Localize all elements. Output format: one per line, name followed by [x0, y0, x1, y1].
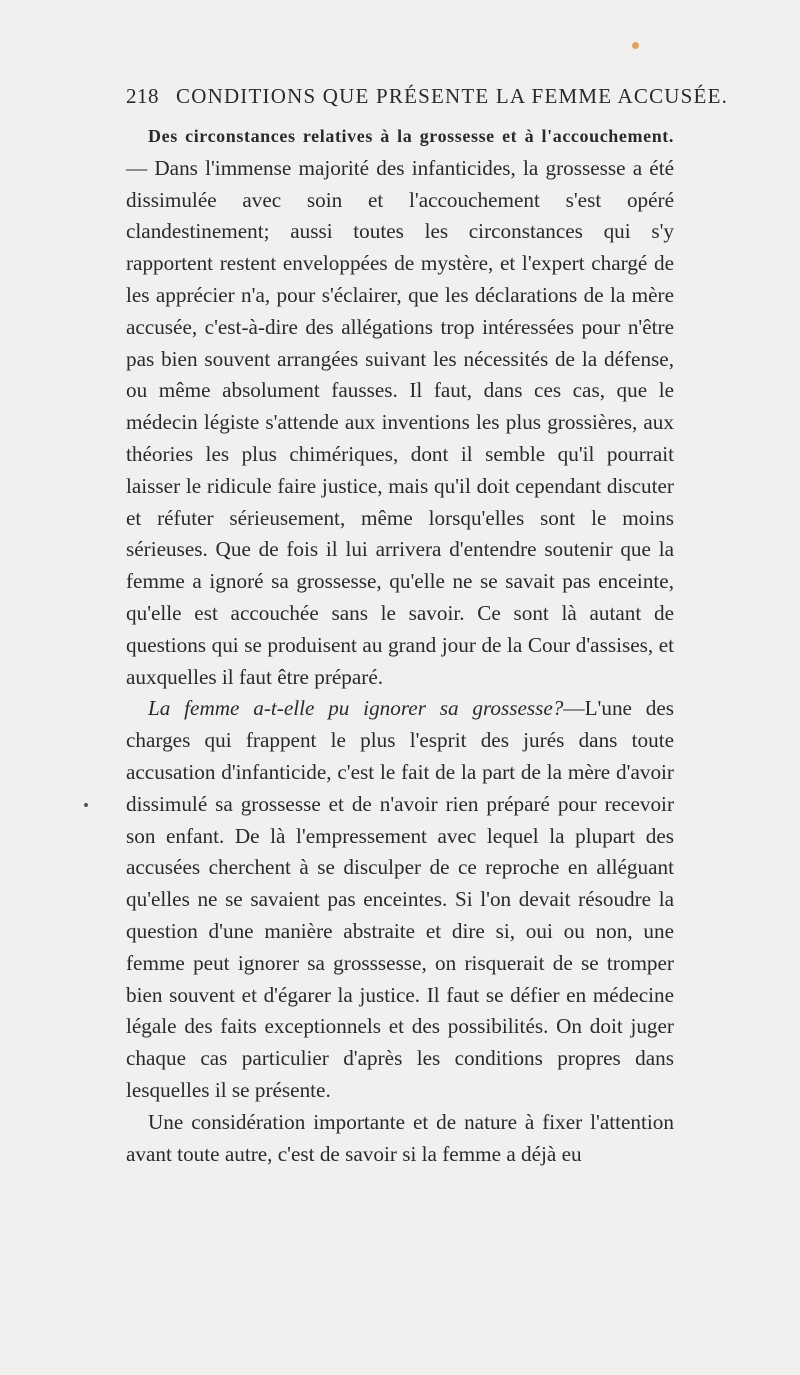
running-title: CONDITIONS QUE PRÉSENTE LA FEMME ACCUSÉE.	[176, 84, 729, 108]
question-heading: La femme a-t-elle pu ignorer sa grossesse?	[148, 696, 564, 721]
paragraph-1	[126, 120, 674, 693]
margin-mark	[84, 803, 88, 807]
paper-stain	[632, 42, 639, 49]
paragraph-1-text: — Dans l'immense majorité des infanticides, la grossesse a été dissimulée avec soin et l'accouchement s'est opéré clandestinement; aussi toutes les circonstances qui s'y rapportent restent enveloppées de mystère, et l'expert chargé de les apprécier n'a, pour s'éclairer, que les déclarations de la mère accusée, c'est-à-dire des allégations trop intéressées pour n'être pas bien souvent arrangées suivant les nécessités de la défense, ou même absolument fausses. Il faut, dans ces cas, que le médecin légiste s'attende aux inventions les plus grossières, aux théories les plus chimériques, dont il semble qu'il pourrait laisser le ridicule faire justice, mais qu'il doit cependant discuter et réfuter sérieusement, même lorsqu'elles sont le moins sérieuses. Que de fois il lui arrivera d'entendre soutenir que la femme a ignoré sa grossesse, qu'elle ne se savait pas enceinte, qu'elle est accouchée sans le savoir. Ce sont là autant de questions qui se produisent au grand jour de la Cour d'assises, et auxquelles il faut être préparé.	[126, 155, 674, 689]
body-text	[126, 120, 674, 1170]
paragraph-3: Une considération importante et de nature à fixer l'attention avant toute autre, c'est de savoir si la femme a déjà eu	[126, 1109, 674, 1166]
running-header	[126, 84, 729, 114]
paragraph-2-text: —L'une des charges qui frappent le plus l'esprit des jurés dans toute accusation d'infanticide, c'est le fait de la part de la mère d'avoir dissimulé sa grossesse et de n'avoir rien préparé pour recevoir son enfant. De là l'empressement avec lequel la plupart des accusées cherchent à se disculper de ce reproche en alléguant qu'elles ne se savaient pas enceintes. Si l'on devait résoudre la question d'une manière abstraite et dire si, oui ou non, une femme peut ignorer sa grosssesse, on risquerait de se tromper bien souvent et d'égarer la justice. Il faut se défier en médecine légale des faits exceptionnels et des possibilités. On doit juger chaque cas particulier d'après les conditions propres dans lesquelles il se présente.	[126, 696, 674, 1102]
section-heading: Des circonstances relatives à la grossesse et à l'accouchement.	[148, 126, 674, 146]
paragraph-2	[126, 693, 674, 1106]
page-number: 218	[126, 84, 159, 108]
